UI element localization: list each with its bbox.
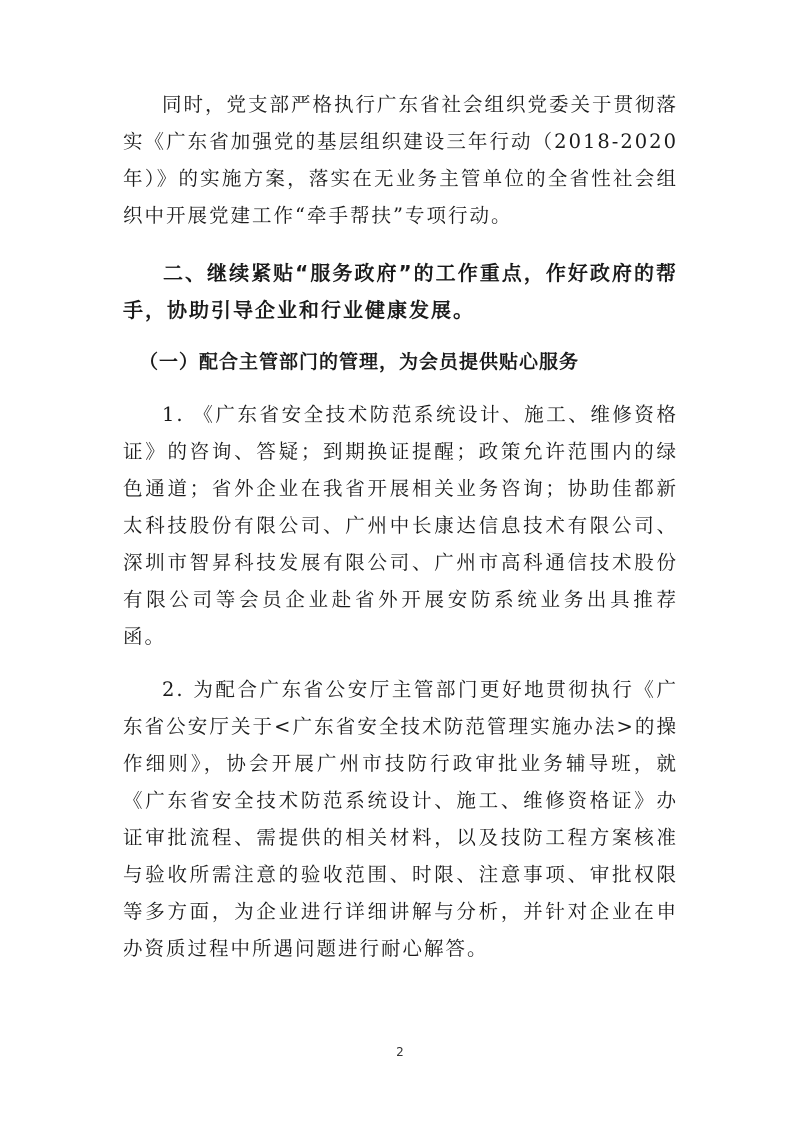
- spacer: [123, 655, 678, 671]
- paragraph-party-branch: 同时，党支部严格执行广东省社会组织党委关于贯彻落实《广东省加强党的基层组织建设三年行动（2018-2020年）》的实施方案，落实在无业务主管单位的全省性社会组织中开展党建工作“牵手帮扶”专项行动。: [123, 93, 679, 227]
- page-content: [123, 86, 678, 967]
- list-item-2: 2. 为配合广东省公安厅主管部门更好地贯彻执行《广东省公安厅关于<广东省安全技术防范管理实施办法>的操作细则》，协会开展广州市技防行政审批业务辅导班，就《广东省安全技术防范系统设计、施工、维修资格证》办证审批流程、需提供的相关材料，以及技防工程方案核准与验收所需注意的验收范围、时限、注意事项、审批权限等多方面，为企业进行详细讲解与分析，并针对企业在申办资质过程中所遇问题进行耐心解答。: [123, 678, 678, 960]
- spacer: [123, 234, 678, 255]
- section-heading-2: 二、继续紧贴“服务政府”的工作重点，作好政府的帮手，协助引导企业和行业健康发展。: [123, 261, 678, 322]
- spacer: [123, 381, 678, 396]
- subsection-heading-1: （一）配合主管部门的管理，为会员提供贴心服务: [139, 351, 580, 373]
- list-item-1: 1. 《广东省安全技术防范系统设计、施工、维修资格证》的咨询、答疑；到期换证提醒；政策允许范围内的绿色通道；省外企业在我省开展相关业务咨询；协助佳都新太科技股份有限公司、广州中长康达信息技术有限公司、深圳市智昇科技发展有限公司、广州市高科通信技术股份有限公司等会员企业赴省外开展安防系统业务出具推荐函。: [123, 403, 678, 648]
- spacer: [123, 329, 678, 344]
- page-number: 2: [396, 1045, 404, 1059]
